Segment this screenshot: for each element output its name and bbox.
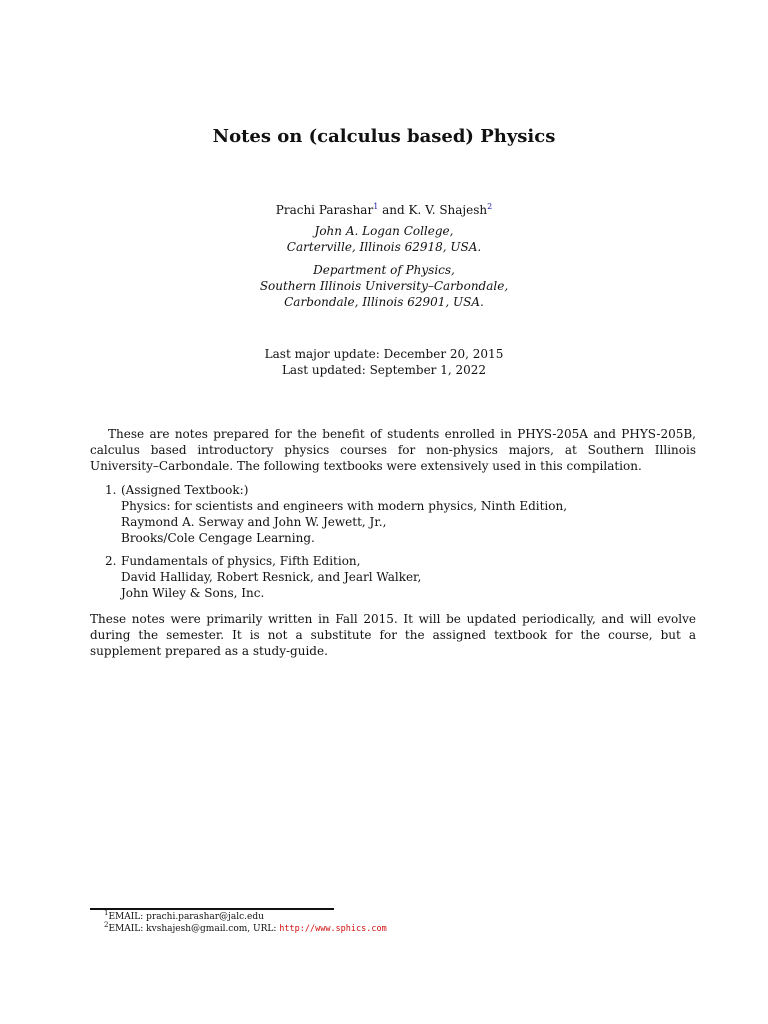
- reference-number: 1.: [105, 483, 117, 497]
- affiliation-block: [0, 262, 768, 310]
- affiliation-line: Southern Illinois University–Carbondale,: [259, 279, 509, 293]
- document-title: Notes on (calculus based) Physics: [212, 126, 556, 147]
- footnote-number: 2: [104, 921, 109, 929]
- reference-number: 2.: [105, 554, 117, 568]
- affiliation-line: Carterville, Illinois 62918, USA.: [286, 240, 482, 254]
- reference-line: John Wiley & Sons, Inc.: [121, 586, 265, 600]
- intro-paragraph: These are notes prepared for the benefit of students enrolled in PHYS-205A and PHYS-205B, calculus based introductory physics courses for non-physics majors, at Southern Illinois University–Carbondale. The following textbooks were extensively used in this compilation.: [90, 427, 696, 473]
- footnote-1: [104, 911, 387, 923]
- update-dates: [0, 346, 768, 378]
- reference-line: (Assigned Textbook:): [121, 483, 249, 497]
- footnote-marker[interactable]: 1: [373, 202, 379, 211]
- affiliation-line: Department of Physics,: [313, 263, 455, 277]
- closing-paragraph: These notes were primarily written in Fall 2015. It will be updated periodically, and will evolve during the semester. It is not a substitute for the assigned textbook for the course, but a supplement prepared as a study-guide.: [90, 612, 696, 658]
- author-name: Prachi Parashar: [275, 203, 374, 217]
- reference-line: Brooks/Cole Cengage Learning.: [121, 531, 315, 545]
- footnotes: [104, 911, 387, 935]
- last-major-update: Last major update: December 20, 2015: [264, 347, 504, 361]
- footnote-text: EMAIL: kvshajesh@gmail.com, URL:: [108, 924, 280, 934]
- affiliation-block: [0, 223, 768, 255]
- last-updated: Last updated: September 1, 2022: [281, 363, 487, 377]
- reference-line: Physics: for scientists and engineers with modern physics, Ninth Edition,: [121, 499, 568, 513]
- footnote-text: EMAIL: prachi.parashar@jalc.edu: [108, 912, 264, 922]
- author-line: [0, 203, 768, 217]
- reference-text: [121, 482, 567, 546]
- author-connector: and: [382, 203, 405, 217]
- affiliation-line: John A. Logan College,: [314, 224, 454, 238]
- reference-line: Fundamentals of physics, Fifth Edition,: [121, 554, 361, 568]
- footnote-marker[interactable]: 2: [487, 202, 493, 211]
- reference-text: [121, 553, 421, 601]
- footnote-divider: [90, 908, 334, 910]
- affiliation-line: Carbondale, Illinois 62901, USA.: [284, 295, 484, 309]
- footnote-2: [104, 923, 387, 935]
- reference-line: Raymond A. Serway and John W. Jewett, Jr.,: [121, 515, 387, 529]
- footnote-number: 1: [104, 909, 109, 917]
- reference-line: David Halliday, Robert Resnick, and Jearl Walker,: [121, 570, 422, 584]
- website-link[interactable]: http://www.sphics.com: [279, 924, 387, 934]
- author-name: K. V. Shajesh: [408, 203, 488, 217]
